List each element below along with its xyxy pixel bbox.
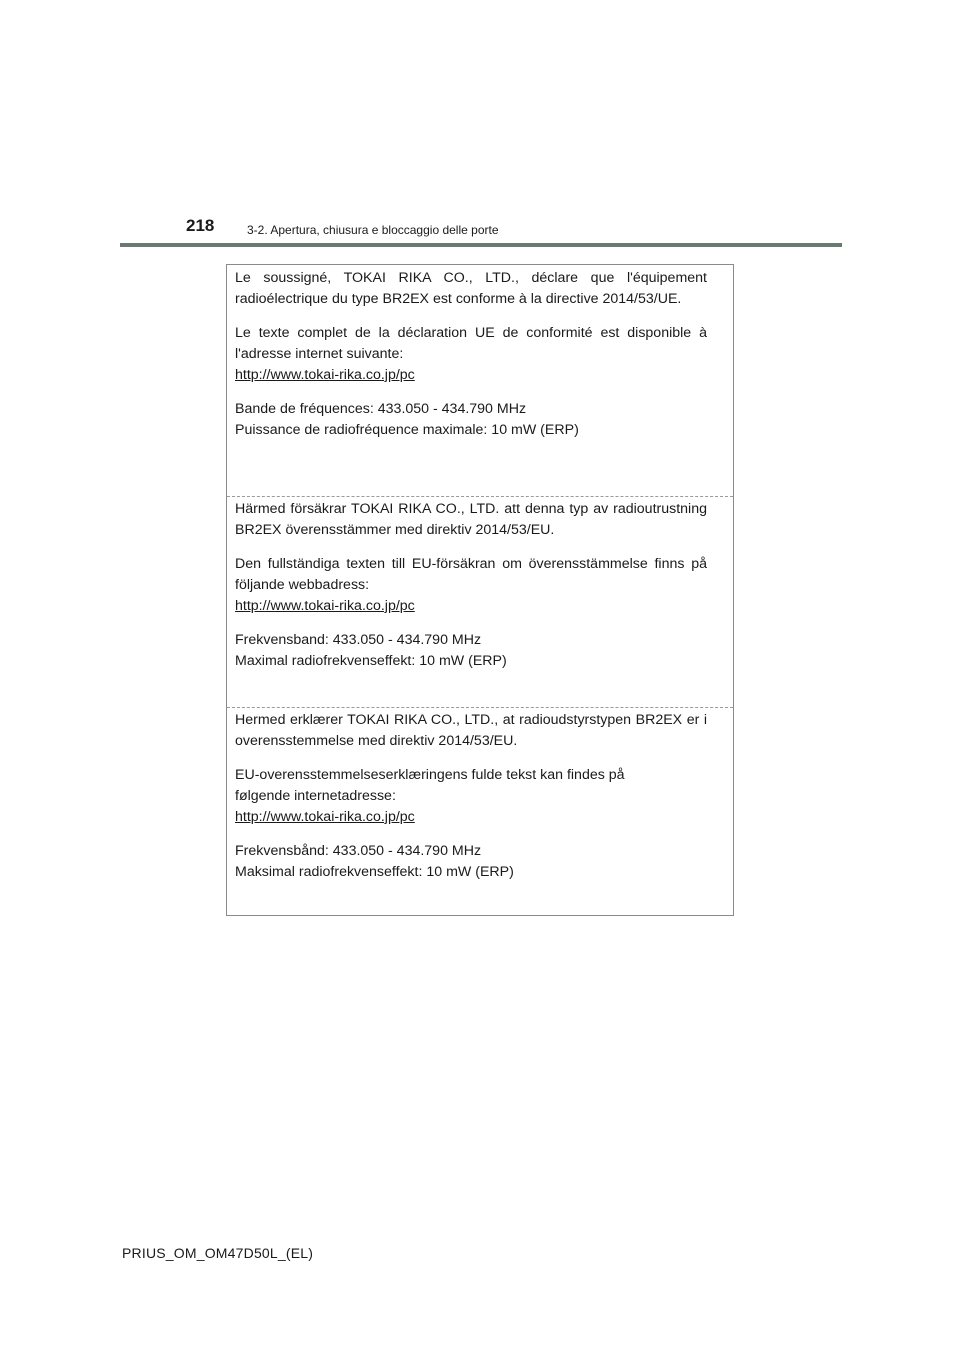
- declaration-url-link[interactable]: http://www.tokai-rika.co.jp/pc: [235, 809, 415, 825]
- max-power: Puissance de radiofréquence maximale: 10 mW (ERP): [235, 422, 579, 438]
- frequency-band: Frekvensbånd: 433.050 - 434.790 MHz: [235, 843, 482, 859]
- section-title: 3-2. Apertura, chiusura e bloccaggio delle porte: [247, 223, 499, 237]
- header-rule: [120, 243, 842, 247]
- page-number: 218: [186, 216, 215, 235]
- full-text-intro: Den fullständiga texten till EU-försäkran om överensstämmelse finns på följande webbadress:: [235, 556, 707, 593]
- declaration-text: Le soussigné, TOKAI RIKA CO., LTD., déclare que l'équipement radioélectrique du type BR2EX est conforme à la directive 2014/53/UE.: [235, 270, 707, 307]
- full-text-intro: EU-overensstemmelseserklæringens fulde tekst kan findes på følgende internetadresse:: [235, 767, 625, 804]
- frequency-band: Frekvensband: 433.050 - 434.790 MHz: [235, 632, 482, 648]
- declaration-section-swedish: [227, 496, 733, 707]
- frequency-band: Bande de fréquences: 433.050 - 434.790 MHz: [235, 401, 527, 417]
- max-power: Maximal radiofrekvenseffekt: 10 mW (ERP): [235, 653, 507, 669]
- declaration-section-french: [227, 265, 733, 496]
- page-header: [186, 216, 846, 240]
- declaration-section-danish: [227, 707, 733, 917]
- declaration-box: [226, 264, 734, 916]
- document-code: PRIUS_OM_OM47D50L_(EL): [122, 1245, 314, 1261]
- declaration-url-link[interactable]: http://www.tokai-rika.co.jp/pc: [235, 598, 415, 614]
- declaration-url-link[interactable]: http://www.tokai-rika.co.jp/pc: [235, 367, 415, 383]
- declaration-text: Härmed försäkrar TOKAI RIKA CO., LTD. att denna typ av radioutrustning BR2EX överensstämmer med direktiv 2014/53/EU.: [235, 501, 707, 538]
- max-power: Maksimal radiofrekvenseffekt: 10 mW (ERP): [235, 864, 514, 880]
- full-text-intro: Le texte complet de la déclaration UE de conformité est disponible à l'adresse internet suivante:: [235, 325, 707, 362]
- declaration-text: Hermed erklærer TOKAI RIKA CO., LTD., at radioudstyrstypen BR2EX er i overensstemmelse med direktiv 2014/53/EU.: [235, 712, 707, 749]
